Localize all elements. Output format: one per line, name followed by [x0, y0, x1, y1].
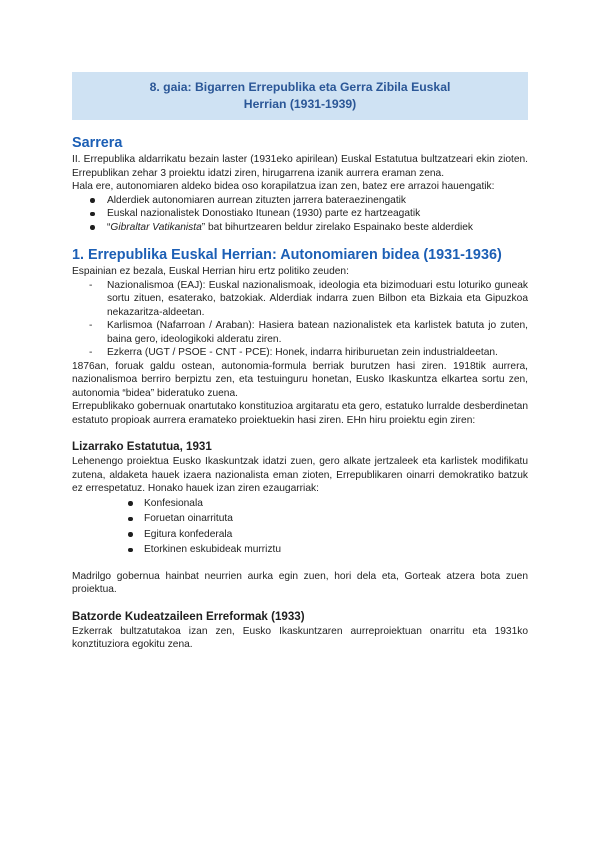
bullet-icon — [128, 548, 133, 553]
list-item-text: Ezkerra (UGT / PSOE - CNT - PCE): Honek, indarra hiriburuetan zein industrialdeetan. — [107, 347, 498, 358]
list-item — [72, 542, 528, 558]
dash-marker: - — [89, 320, 93, 331]
bullet-list — [72, 194, 528, 235]
list-item — [72, 511, 528, 527]
list-item-text: ” bat bihurtzearen beldur zirelako Espainako beste alderdiek — [201, 221, 474, 233]
subheading-batzorde: Batzorde Kudeatzaileen Erreformak (1933) — [72, 609, 305, 623]
list-item — [72, 527, 528, 543]
dash-list — [72, 279, 528, 360]
paragraph: Lehenengo proiektua Eusko Ikaskuntzak idatzi zuen, gero alkate jertzaleek eta karlistek modifikatu zutena, aldaketa hauek izaera nazionalista eman zioten, Errepublikaren oinarri demokratiko batzuk ez errespetatuz. Honako hauek izan ziren ezaugarriak: — [72, 456, 528, 494]
bullet-icon — [128, 517, 133, 522]
bullet-icon — [90, 225, 95, 230]
list-item — [72, 207, 528, 221]
subheading-lizarra: Lizarrako Estatutua, 1931 — [72, 440, 212, 453]
list-item-text: Egitura konfederala — [144, 528, 233, 540]
paragraph: Madrilgo gobernua hainbat neurrien aurka egin zuen, hori dela eta, Gorteak atzera bota zuen proiektua. — [72, 570, 528, 595]
bullet-icon — [128, 532, 133, 537]
paragraph: 1876an, foruak galdu ostean, autonomia-formula berriak burutzen hasi ziren. 1918tik aurrera, nazionalismoa berriro berpiztu zen, eta testuinguru honetan, Eusko Ikaskuntza elkartea sortu zen, autonomia “bidea” bideratuko zuena. — [72, 360, 528, 399]
dash-marker: - — [89, 347, 93, 358]
section-heading-errepublika: 1. Errepublika Euskal Herrian: Autonomiaren bidea (1931-1936) — [72, 247, 502, 263]
paragraph: Espainian ez bezala, Euskal Herrian hiru ertz politiko zeuden: — [72, 266, 349, 277]
paragraph: Errepublikako gobernuak onartutako konstituzioa argitaratu eta gero, estatuko lurralde desberdinetan estatuto propioak aurrera eramateko proiektuekin hasi ziren. EHn hiru proiektu egin ziren: — [72, 401, 528, 426]
italic-phrase: Gibraltar Vatikanista — [110, 221, 202, 233]
dash-marker: - — [89, 279, 93, 291]
list-item — [72, 496, 528, 512]
bullet-icon — [90, 198, 95, 203]
bullet-icon — [90, 212, 95, 217]
open-quote: “ — [107, 221, 111, 233]
paragraph: Hala ere, autonomiaren aldeko bidea oso korapilatzua izan zen, batez ere arrazoi hauengatik: — [72, 181, 495, 192]
list-item — [72, 194, 528, 208]
title-line-2: Herrian (1931-1939) — [243, 97, 357, 111]
list-item-text: Karlismoa (Nafarroan / Araban): Hasiera batean nazionalistek eta karlistek batuta jo zuten, baina gero, ideologikoki alderatu ziren. — [107, 320, 528, 345]
list-item — [72, 221, 528, 235]
section-heading-sarrera: Sarrera — [72, 135, 123, 151]
list-item-text: Alderdiek autonomiaren aurrean zituzten jarrera bateraezinengatik — [107, 194, 407, 206]
document-body — [72, 134, 528, 652]
list-item-text: Etorkinen eskubideak murriztu — [144, 544, 282, 555]
paragraph: Ezkerrak bultzatutakoa izan zen, Eusko Ikaskuntzaren aurreproiektuan onarritu eta 1931ko konztituziora egokitu zena. — [72, 625, 528, 650]
title-line-1: 8. gaia: Bigarren Errepublika eta Gerra Zibila Euskal — [149, 80, 451, 94]
list-item-text: Foruetan oinarrituta — [144, 513, 233, 524]
bullet-icon — [128, 501, 133, 506]
bullet-list — [72, 496, 528, 558]
list-item — [72, 279, 528, 320]
list-item-text: Nazionalismoa (EAJ): Euskal nazionalismoak, ideologia eta bizimoduari estu loturiko guneak sortu zituen, esaterako, batzokiak. Alderdiak indarra zuen Bilbon eta Bizkaia eta Gipuzkoa nekazaritza-aldeetan. — [107, 279, 528, 318]
list-item — [72, 319, 528, 346]
list-item-text: Konfesionala — [144, 497, 203, 509]
title-banner — [72, 72, 528, 120]
list-item — [72, 346, 528, 360]
paragraph: II. Errepublika aldarrikatu bezain laster (1931eko apirilean) Euskal Estatutua bultzatzeari ekin zioten. Errepublikan zehar 3 proiektu idatzi ziren, hirugarrena izanik aurrera eraman zena. — [72, 154, 528, 179]
spacer — [72, 558, 528, 570]
list-item-text: Euskal nazionalistek Donostiako Itunean (1930) parte ez hartzeagatik — [107, 208, 421, 219]
